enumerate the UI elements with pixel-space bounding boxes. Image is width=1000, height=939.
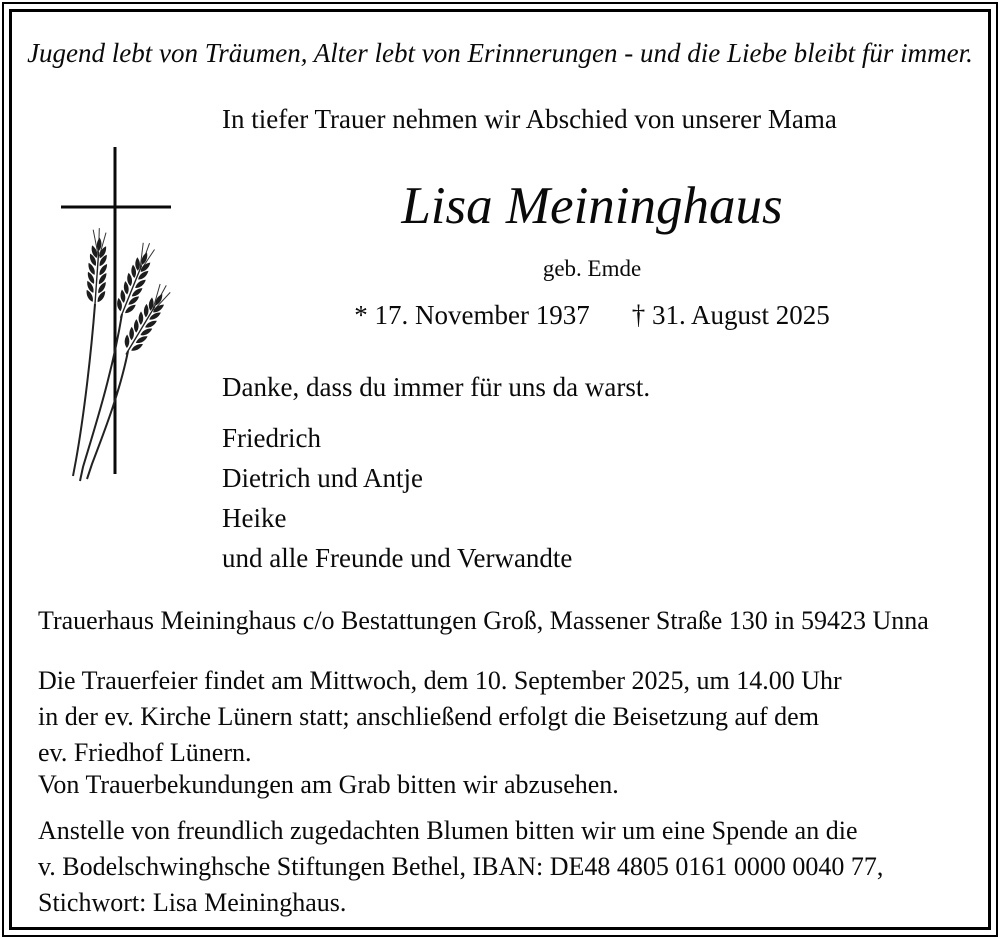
donation-info-line: Stichwort: Lisa Meininghaus. (38, 888, 347, 917)
death-date: † 31. August 2025 (631, 300, 830, 330)
donation-info (38, 813, 883, 921)
service-info-line: ev. Friedhof Lünern. (38, 738, 252, 767)
condolence-note: Von Trauerbekundungen am Grab bitten wir abzusehen. (38, 770, 619, 799)
mourner-line: Heike (222, 503, 287, 533)
funeral-home-address: Trauerhaus Meininghaus c/o Bestattungen Groß, Massener Straße 130 in 59423 Unna (38, 606, 929, 635)
service-info-line: in der ev. Kirche Lünern statt; anschließend erfolgt die Beisetzung auf dem (38, 702, 819, 731)
life-dates (222, 300, 962, 331)
epigraph: Jugend lebt von Träumen, Alter lebt von Erinnerungen - und die Liebe bleibt für immer. (27, 38, 973, 68)
donation-info-line: v. Bodelschwinghsche Stiftungen Bethel, IBAN: DE48 4805 0161 0000 0040 77, (38, 852, 884, 881)
donation-info-line: Anstelle von freundlich zugedachten Blumen bitten wir um eine Spende an die (38, 816, 858, 845)
mourner-line: Friedrich (222, 423, 321, 453)
service-info-line: Die Trauerfeier findet am Mittwoch, dem 10. September 2025, um 14.00 Uhr (38, 666, 842, 695)
wheat-stems (73, 304, 128, 481)
service-info (38, 663, 842, 771)
birth-date: * 17. November 1937 (354, 300, 590, 330)
cross-and-wheat-icon (40, 130, 220, 490)
deceased-name: Lisa Meininghaus (401, 177, 783, 235)
mourners-list (222, 418, 572, 578)
intro-line: In tiefer Trauer nehmen wir Abschied von unserer Mama (222, 104, 837, 134)
wheat-ears (83, 227, 176, 360)
mourner-line: und alle Freunde und Verwandte (222, 543, 573, 573)
thanks-line: Danke, dass du immer für uns da warst. (222, 372, 651, 402)
mourner-line: Dietrich und Antje (222, 463, 423, 493)
maiden-name: geb. Emde (542, 256, 642, 281)
